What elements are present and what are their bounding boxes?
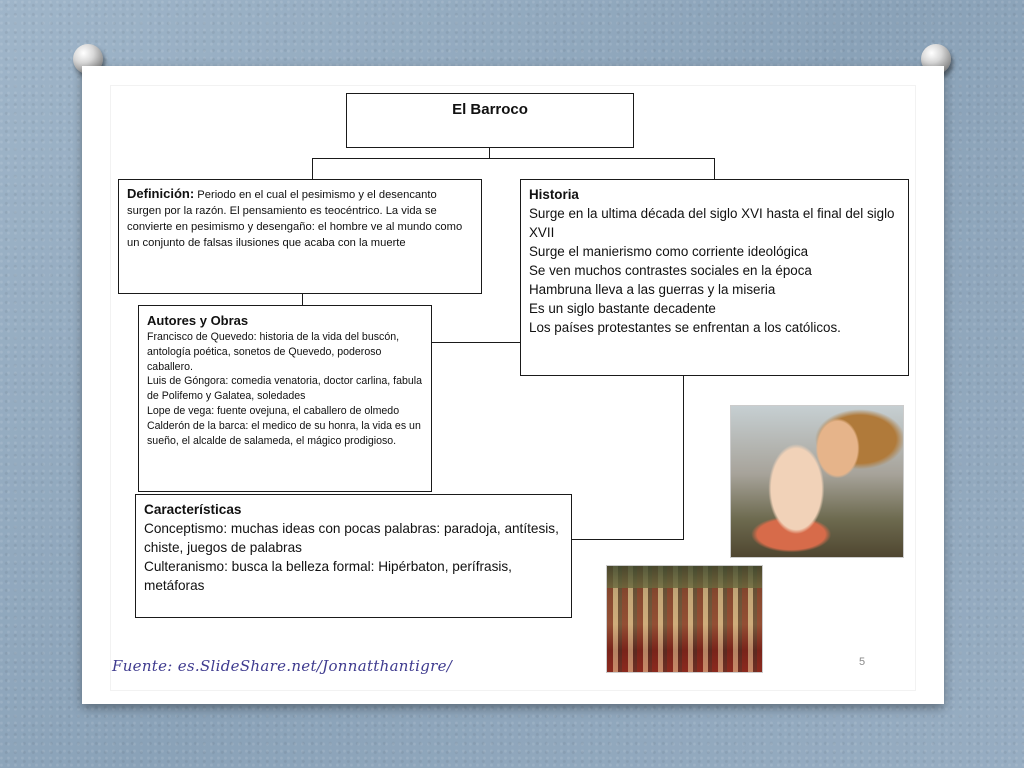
connector-autores-to-historia: [432, 342, 520, 343]
autores-heading: Autores y Obras: [147, 313, 249, 328]
caracteristicas-line: Culteranismo: busca la belleza formal: Hipérbaton, perífrasis, metáforas: [144, 559, 512, 593]
historia-box: [520, 179, 909, 376]
connector-top-horizontal: [312, 158, 715, 159]
caracteristicas-line: Conceptismo: muchas ideas con pocas palabras: paradoja, antítesis, chiste, juegos de palabras: [144, 521, 559, 555]
historia-line: Es un siglo bastante decadente: [529, 301, 716, 316]
autores-line: Lope de vega: fuente ovejuna, el caballero de olmedo: [147, 404, 400, 417]
source-caption: Fuente: es.SlideShare.net/Jonnatthantigre/: [112, 657, 453, 675]
historia-line: Los países protestantes se enfrentan a los católicos.: [529, 320, 841, 335]
title-box: [346, 93, 634, 148]
connector-to-historia: [714, 158, 715, 179]
connector-historia-down: [683, 376, 684, 540]
historia-line: Surge en la ultima década del siglo XVI hasta el final del siglo XVII: [529, 206, 895, 240]
historia-heading: Historia: [529, 187, 579, 202]
caracteristicas-heading: Características: [144, 502, 242, 517]
definicion-box: [118, 179, 482, 294]
definicion-heading: Definición:: [127, 186, 195, 201]
caracteristicas-box: [135, 494, 572, 618]
page-number: 5: [859, 656, 866, 668]
connector-def-to-autores: [302, 294, 303, 305]
page-title: El Barroco: [452, 101, 528, 118]
autores-line: Francisco de Quevedo: historia de la vida del buscón, antología poética, sonetos de Quevedo, poderoso caballero.: [147, 331, 400, 373]
connector-to-definicion: [312, 158, 313, 179]
autores-obras-box: [138, 305, 432, 492]
autores-line: Calderón de la barca: el medico de su honra, la vida es un sueño, el alcalde de salameda, el mágico prodigioso.: [147, 419, 421, 447]
historia-line: Se ven muchos contrastes sociales en la época: [529, 263, 812, 278]
painting-image-court-scene: [606, 565, 763, 673]
connector-to-caracteristicas: [572, 539, 684, 540]
definicion-text: Periodo en el cual el pesimismo y el desencanto surgen por la razón. El pensamiento es teocéntrico. La vida se convierte en pesimismo y desengaño: el hombre ve al mundo como un conjunto de falsas ilusiones que acaba con la muerte: [127, 189, 463, 249]
painting-image-cupid: [730, 405, 904, 558]
historia-line: Surge el manierismo como corriente ideológica: [529, 244, 809, 259]
historia-line: Hambruna lleva a las guerras y la miseria: [529, 282, 776, 297]
autores-line: Luis de Góngora: comedia venatoria, doctor carlina, fabula de Polifemo y Galatea, soledades: [147, 375, 423, 403]
